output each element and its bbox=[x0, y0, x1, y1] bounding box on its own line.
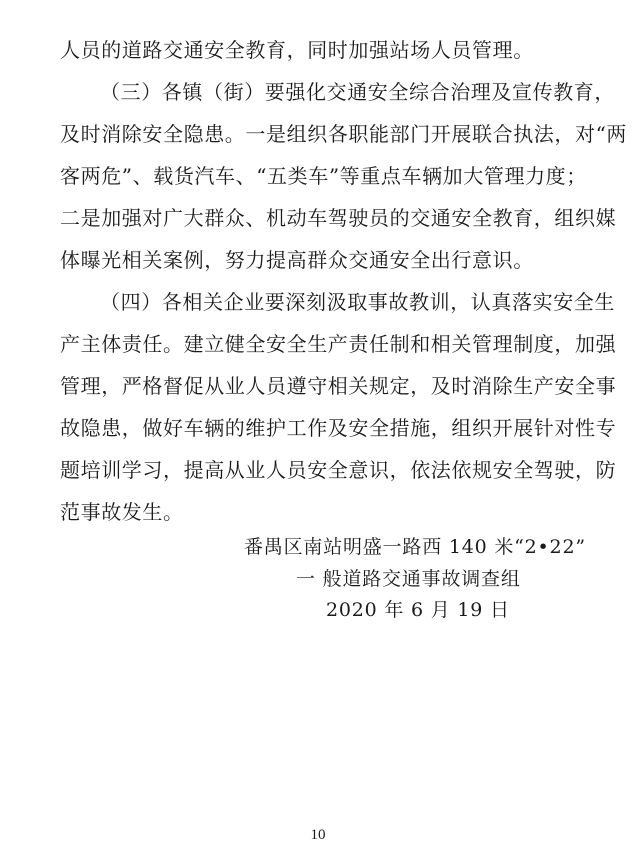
signature-location: 番禺区南站明盛一路西 140 米“2•22” bbox=[244, 536, 586, 558]
paragraph-3-line-1: （四）各相关企业要深刻汲取事故教训，认真落实安全生 bbox=[100, 290, 615, 314]
paragraph-3-line-2: 产主体责任。建立健全安全生产责任制和相关管理制度，加强 bbox=[60, 332, 617, 356]
paragraph-3-line-3: 管理，严格督促从业人员遵守相关规定，及时消除生产安全事 bbox=[60, 374, 617, 398]
paragraph-3-line-5: 题培训学习，提高从业人员安全意识，依法依规安全驾驶，防 bbox=[60, 458, 617, 482]
paragraph-3-line-4: 故隐患，做好车辆的维护工作及安全措施，组织开展针对性专 bbox=[60, 416, 617, 440]
paragraph-2-line-2: 及时消除安全隐患。一是组织各职能部门开展联合执法，对“两 bbox=[60, 122, 628, 146]
page-number: 10 bbox=[310, 827, 326, 843]
signature-date: 2020 年 6 月 19 日 bbox=[326, 599, 510, 621]
paragraph-2-line-1: （三）各镇（街）要强化交通安全综合治理及宣传教育， bbox=[100, 80, 615, 104]
paragraph-2-line-4: 二是加强对广大群众、机动车驾驶员的交通安全教育，组织媒 bbox=[60, 206, 617, 230]
paragraph-2-line-3: 客两危”、载货汽车、“五类车”等重点车辆加大管理力度； bbox=[60, 164, 587, 188]
paragraph-2-line-5: 体曝光相关案例，努力提高群众交通安全出行意识。 bbox=[60, 248, 534, 272]
paragraph-1-line-1: 人员的道路交通安全教育，同时加强站场人员管理。 bbox=[60, 38, 534, 62]
paragraph-3-line-6: 范事故发生。 bbox=[60, 500, 184, 524]
signature-group: 一 般道路交通事故调查组 bbox=[296, 568, 521, 590]
